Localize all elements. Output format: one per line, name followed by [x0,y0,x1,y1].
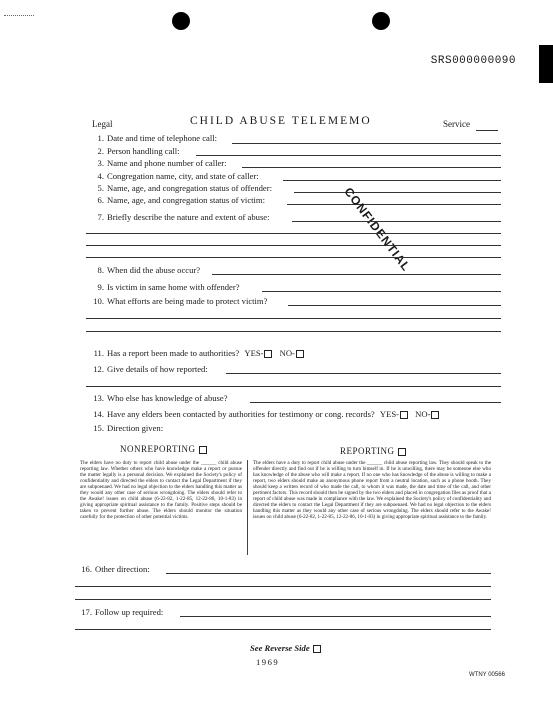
question-4: 4. Congregation name, city, and state of caller: [97,171,259,181]
answer-line-12b[interactable] [86,386,501,387]
answer-line-7d[interactable] [86,257,501,258]
bates-number: SRS000000090 [430,55,516,67]
reporting-checkbox[interactable] [398,448,406,456]
question-3: 3. Name and phone number of caller: [97,158,227,168]
nonreporting-checkbox[interactable] [199,446,207,454]
header-service: Service [443,119,470,129]
question-13: 13. Who else has knowledge of abuse? [93,393,228,403]
question-10: 10. What efforts are being made to protect victim? [93,296,268,306]
footer-year: 1969 [256,657,280,667]
question-8: 8. When did the abuse occur? [97,265,201,275]
scan-speck [4,15,34,16]
answer-line-17[interactable] [180,616,491,617]
question-7: 7. Briefly describe the nature and extent of abuse: [97,212,270,222]
answer-line-7c[interactable] [86,245,501,246]
nonreporting-text: The elders have no duty to report child abuse under the ______ child abuse reporting law. Whether others who have knowledge make a report or pursue the matter legally is a personal decision. We explained the Society's policy of confidentiality and directed the elders to contact the Legal Department if they are subpoenaed. We had no legal objection to the elders handling this matter as they would any other case of serious wrongdoing. The elders should refer to the Awake! issues on child abuse (6-22-82, 1-22-85, 12-22-86, 10-1-83) in giving appropriate spiritual assistance to the family. Positive steps should be taken to prevent further abuse. The elders should monitor the situation carefully for the protection of other potential victims. [80,460,242,520]
no-checkbox-11[interactable] [296,350,304,358]
question-2: 2. Person handling call: [97,146,180,156]
question-11: 11. Has a report been made to authorities? YES- NO- [92,348,304,358]
question-9: 9. Is victim in same home with offender? [97,282,240,292]
no-checkbox-14[interactable] [431,411,439,419]
reporting-heading: REPORTING [340,446,406,456]
question-12: 12. Give details of how reported: [93,364,208,374]
question-14: 14. Have any elders been contacted by authorities for testimony or cong. records? YES- NO- [92,409,439,419]
service-field-line[interactable] [476,130,498,131]
scan-edge-mark [539,45,553,83]
confidential-stamp: CONFIDENTIAL [341,184,414,275]
header-legal: Legal [92,119,113,129]
answer-line-8[interactable] [212,274,501,275]
column-divider [247,460,248,555]
question-16: 16. Other direction: [81,564,150,574]
answer-line-13[interactable] [250,402,501,403]
answer-line-1[interactable] [232,143,501,144]
answer-line-16c[interactable] [75,599,491,600]
punch-hole [372,12,390,30]
question-6: 6. Name, age, and congregation status of victim: [97,195,265,205]
answer-line-10b[interactable] [86,318,501,319]
form-title: CHILD ABUSE TELEMEMO [190,115,372,127]
yes-checkbox-14[interactable] [400,411,408,419]
document-code: WTNY 00566 [469,672,505,678]
answer-line-7[interactable] [292,221,501,222]
answer-line-2[interactable] [196,155,501,156]
answer-line-6[interactable] [287,204,501,205]
answer-line-12[interactable] [226,373,501,374]
see-reverse-checkbox[interactable] [313,645,321,653]
answer-line-7b[interactable] [86,233,501,234]
question-15: 15. Direction given: [93,423,164,433]
nonreporting-heading: NONREPORTING [120,444,207,454]
answer-line-3[interactable] [242,167,501,168]
yes-label-14: YES- [379,409,400,419]
see-reverse-side: See Reverse Side [250,643,321,653]
answer-line-16b[interactable] [75,586,491,587]
punch-hole [172,12,190,30]
answer-line-10[interactable] [288,305,501,306]
question-5: 5. Name, age, and congregation status of offender: [97,183,272,193]
no-label-11: NO- [279,348,295,358]
answer-line-4[interactable] [283,180,501,181]
answer-line-17b[interactable] [75,629,491,630]
answer-line-10c[interactable] [86,331,501,332]
no-label-14: NO- [415,409,431,419]
yes-checkbox-11[interactable] [264,350,272,358]
answer-line-5[interactable] [294,192,501,193]
answer-line-16[interactable] [166,573,491,574]
reporting-text: The elders have a duty to report child abuse under the ______ child abuse reporting law. They should speak to the offender directly and find out if he is willing to turn himself in. If he is unwilling, there may be someone else who has knowledge of the abuse who will make a report. If no one who has knowledge of the abuse is willing to make a report, two elders should make an anonymous phone report from a neutral location, such as a phone booth. They should keep a written record of who made the call, to whom it was made, the date and time of the call, and other pertinent factors. This record should then be signed by the two elders and placed in congregation files as proof that a report of child abuse was made in compliance with the law. We explained the Society's policy of confidentiality and directed the elders to contact the Legal Department if they are subpoenaed. We had no legal objection to the elders handling this matter as they would any other case of serious wrongdoing. The elders should refer to the Awake! issues on child abuse (6-22-82, 1-22-85, 12-22-86, 10-1-83) in giving appropriate spiritual assistance to the family. [253,460,491,520]
question-1: 1. Date and time of telephone call: [97,133,218,143]
yes-label-11: YES- [244,348,264,358]
answer-line-9[interactable] [262,291,501,292]
question-17: 17. Follow up required: [81,607,164,617]
